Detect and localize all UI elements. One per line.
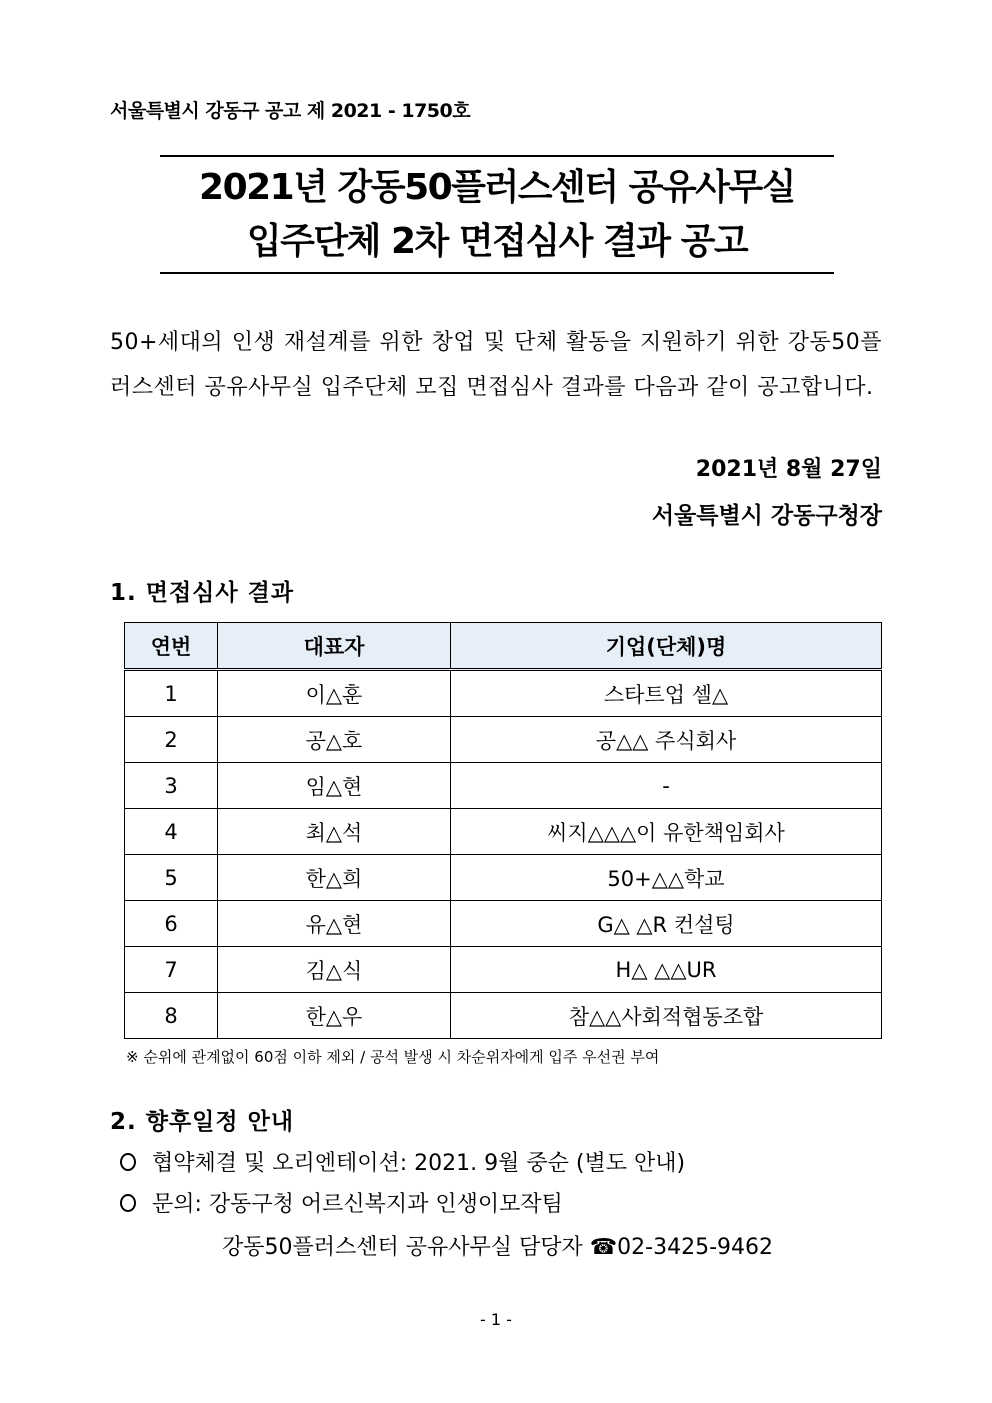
representative: 임△현 bbox=[218, 763, 451, 809]
organization-name: 50+△△학교 bbox=[451, 855, 882, 901]
contact-item bbox=[120, 1187, 563, 1218]
organization-name: G△ △R 컨설팅 bbox=[451, 901, 882, 947]
row-number: 3 bbox=[125, 763, 218, 809]
row-number: 5 bbox=[125, 855, 218, 901]
row-number: 2 bbox=[125, 717, 218, 763]
representative: 유△현 bbox=[218, 901, 451, 947]
table-row bbox=[125, 670, 882, 717]
organization-name: 씨지△△△이 유한책임회사 bbox=[451, 809, 882, 855]
organization-name: H△ △△UR bbox=[451, 947, 882, 993]
col-representative: 대표자 bbox=[218, 623, 451, 670]
organization-name: 스타트업 셀△ bbox=[451, 670, 882, 717]
organization-name: 참△△사회적협동조합 bbox=[451, 993, 882, 1039]
row-number: 7 bbox=[125, 947, 218, 993]
table-note: ※ 순위에 관계없이 60점 이하 제외 / 공석 발생 시 차순위자에게 입주 우선권 부여 bbox=[126, 1048, 660, 1066]
circle-bullet-icon bbox=[120, 1153, 136, 1171]
row-number: 4 bbox=[125, 809, 218, 855]
organization-name: 공△△ 주식회사 bbox=[451, 717, 882, 763]
title-rule-top bbox=[160, 155, 834, 157]
schedule-item bbox=[120, 1146, 685, 1177]
representative: 김△식 bbox=[218, 947, 451, 993]
issuer: 서울특별시 강동구청장 bbox=[651, 503, 882, 529]
phone-number: 02-3425-9462 bbox=[617, 1235, 774, 1260]
table-row bbox=[125, 717, 882, 763]
phone-icon: ☎ bbox=[589, 1235, 618, 1260]
row-number: 1 bbox=[125, 670, 218, 717]
schedule-item-text: 협약체결 및 오리엔테이션: 2021. 9월 중순 (별도 안내) bbox=[152, 1151, 686, 1176]
table-row bbox=[125, 809, 882, 855]
title-rule-bottom bbox=[160, 272, 834, 274]
title-line-1: 2021년 강동50플러스센터 공유사무실 bbox=[199, 167, 795, 208]
table-row bbox=[125, 947, 882, 993]
col-number: 연번 bbox=[125, 623, 218, 670]
table-row bbox=[125, 855, 882, 901]
representative: 이△훈 bbox=[218, 670, 451, 717]
representative: 한△희 bbox=[218, 855, 451, 901]
notice-date: 2021년 8월 27일 bbox=[695, 457, 882, 482]
representative: 공△호 bbox=[218, 717, 451, 763]
contact-person: 강동50플러스센터 공유사무실 담당자 bbox=[222, 1235, 590, 1260]
section-2-heading: 2. 향후일정 안내 bbox=[110, 1109, 295, 1135]
col-organization: 기업(단체)명 bbox=[451, 623, 882, 670]
title-line-2: 입주단체 2차 면접심사 결과 공고 bbox=[246, 221, 748, 262]
page-number: - 1 - bbox=[480, 1310, 512, 1329]
organization-name: - bbox=[451, 763, 882, 809]
circle-bullet-icon bbox=[120, 1194, 136, 1212]
row-number: 8 bbox=[125, 993, 218, 1039]
intro-paragraph: 50+세대의 인생 재설계를 위한 창업 및 단체 활동을 지원하기 위한 강동50플러스센터 공유사무실 입주단체 모집 면접심사 결과를 다음과 같이 공고합니다. bbox=[110, 330, 882, 400]
row-number: 6 bbox=[125, 901, 218, 947]
contact-line bbox=[222, 1230, 773, 1261]
section-1-heading: 1. 면접심사 결과 bbox=[110, 580, 295, 606]
table-header-row bbox=[125, 623, 882, 670]
notice-number: 서울특별시 강동구 공고 제 2021 - 1750호 bbox=[110, 100, 471, 122]
table-row bbox=[125, 993, 882, 1039]
table-row bbox=[125, 901, 882, 947]
results-table bbox=[124, 622, 882, 1039]
representative: 한△우 bbox=[218, 993, 451, 1039]
table-row bbox=[125, 763, 882, 809]
representative: 최△석 bbox=[218, 809, 451, 855]
contact-item-text: 문의: 강동구청 어르신복지과 인생이모작팀 bbox=[152, 1192, 563, 1217]
